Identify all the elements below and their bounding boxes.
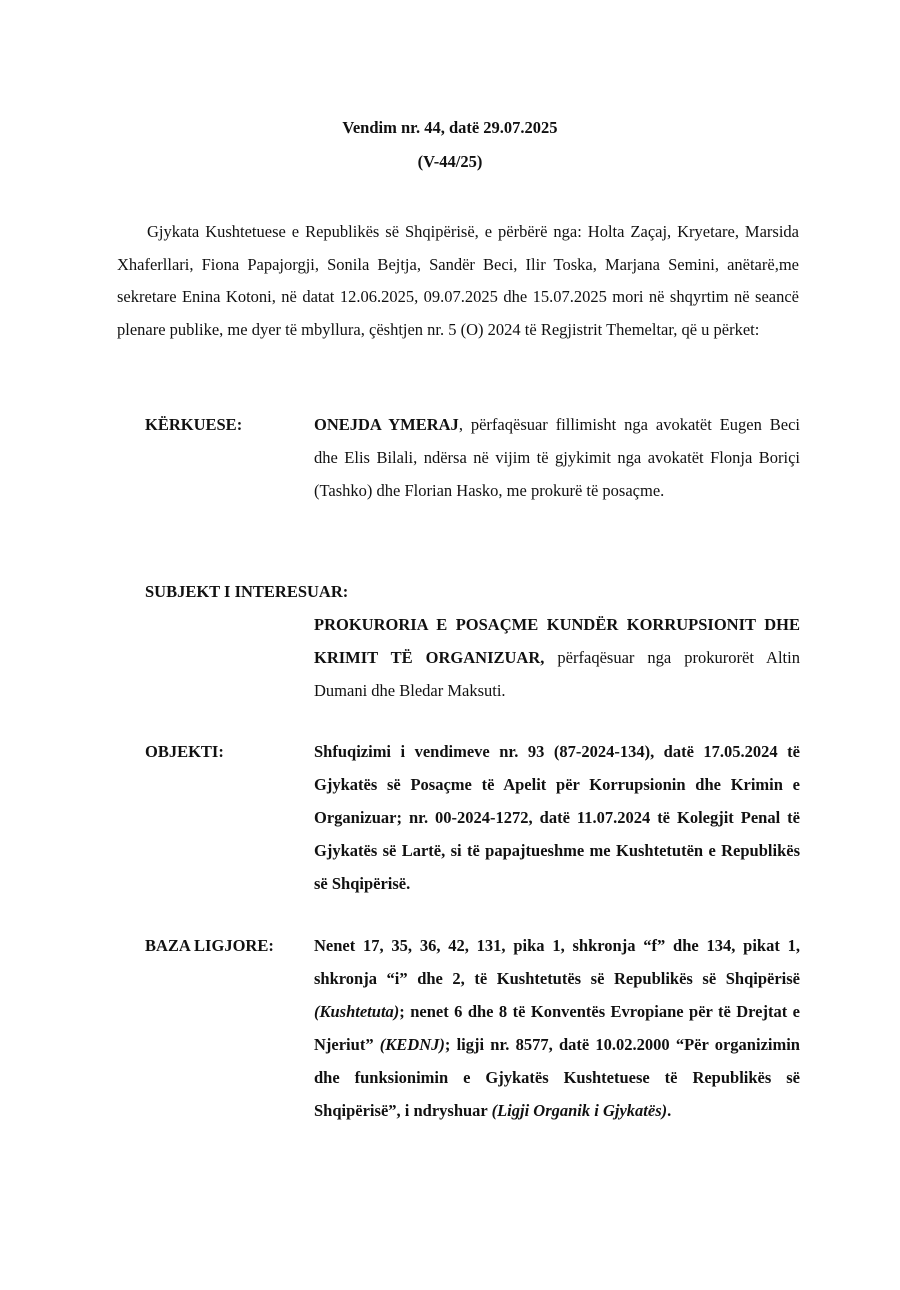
baza-content (314, 929, 800, 1127)
objekti-content: Shfuqizimi i vendimeve nr. 93 (87-2024-134), datë 17.05.2024 të Gjykatës së Posaçme të Apelit për Korrupsionin dhe Krimin e Organizuar; nr. 00-2024-1272, datë 11.07.2024 të Kolegjit Penal të Gjykatës së Lartë, si të papajtueshme me Kushtetutën e Republikës së Shqipërisë. (314, 742, 800, 893)
subjekt-name: PROKURORIA E POSAÇME KUNDËR KORRUPSIONIT DHE KRIMIT TË ORGANIZUAR, (314, 615, 800, 667)
baza-italic-1: (Kushtetuta) (314, 1002, 400, 1021)
baza-label: BAZA LIGJORE: (145, 936, 274, 955)
intro-paragraph: Gjykata Kushtetuese e Republikës së Shqipërisë, e përbërë nga: Holta Zaçaj, Kryetare, Marsida Xhaferllari, Fiona Papajorgji, Sonila Bejtja, Sandër Beci, Ilir Toska, Marjana Semini, anëtarë,me sekretare Enina Kotoni, në datat 12.06.2025, 09.07.2025 dhe 15.07.2025 mori në shqyrtim në seancë plenare publike, me dyer të mbyllura, çështjen nr. 5 (O) 2024 të Regjistrit Themeltar, që u përket: (117, 222, 799, 339)
kerkuese-name: ONEJDA YMERAJ (314, 415, 459, 434)
baza-text-2: ; nenet 6 dhe 8 të Konventës Evropiane për të Drejtat e Njeriut” (314, 1002, 800, 1054)
objekti-label: OBJEKTI: (145, 742, 224, 761)
subjekt-text: përfaqësuar nga prokurorët Altin Dumani dhe Bledar Maksuti. (314, 648, 800, 700)
section-subjekt (145, 575, 800, 707)
baza-text-4: . (667, 1101, 672, 1120)
section-baza-ligjore (145, 929, 800, 1127)
decision-code-row (0, 152, 900, 172)
subjekt-label: SUBJEKT I INTERESUAR: (145, 582, 349, 601)
section-kerkuese (145, 408, 800, 507)
kerkuese-text: , përfaqësuar fillimisht nga avokatët Eugen Beci dhe Elis Bilali, ndërsa në vijim të gjykimit nga avokatët Flonja Boriçi (Tashko) dhe Florian Hasko, me prokurë të posaçme. (314, 415, 800, 500)
section-objekti (145, 735, 800, 900)
decision-title: Vendim nr. 44, datë 29.07.2025 (342, 118, 558, 137)
baza-text-1: Nenet 17, 35, 36, 42, 131, pika 1, shkronja “f” dhe 134, pikat 1, shkronja “i” dhe 2, të Kushtetutës së Republikës së Shqipërisë (314, 936, 800, 988)
baza-italic-2: (KEDNJ) (379, 1035, 445, 1054)
baza-text-3: ; ligji nr. 8577, datë 10.02.2000 “Për organizimin dhe funksionimin e Gjykatës Kushtetuese të Republikës së Shqipërisë”, i ndryshuar (314, 1035, 800, 1120)
decision-code: (V-44/25) (417, 152, 483, 171)
baza-italic-3: (Ligji Organik i Gjykatës) (491, 1101, 668, 1120)
kerkuese-content (314, 408, 800, 507)
kerkuese-label: KËRKUESE: (145, 415, 243, 434)
subjekt-content (314, 608, 800, 707)
decision-title-row (0, 118, 900, 138)
